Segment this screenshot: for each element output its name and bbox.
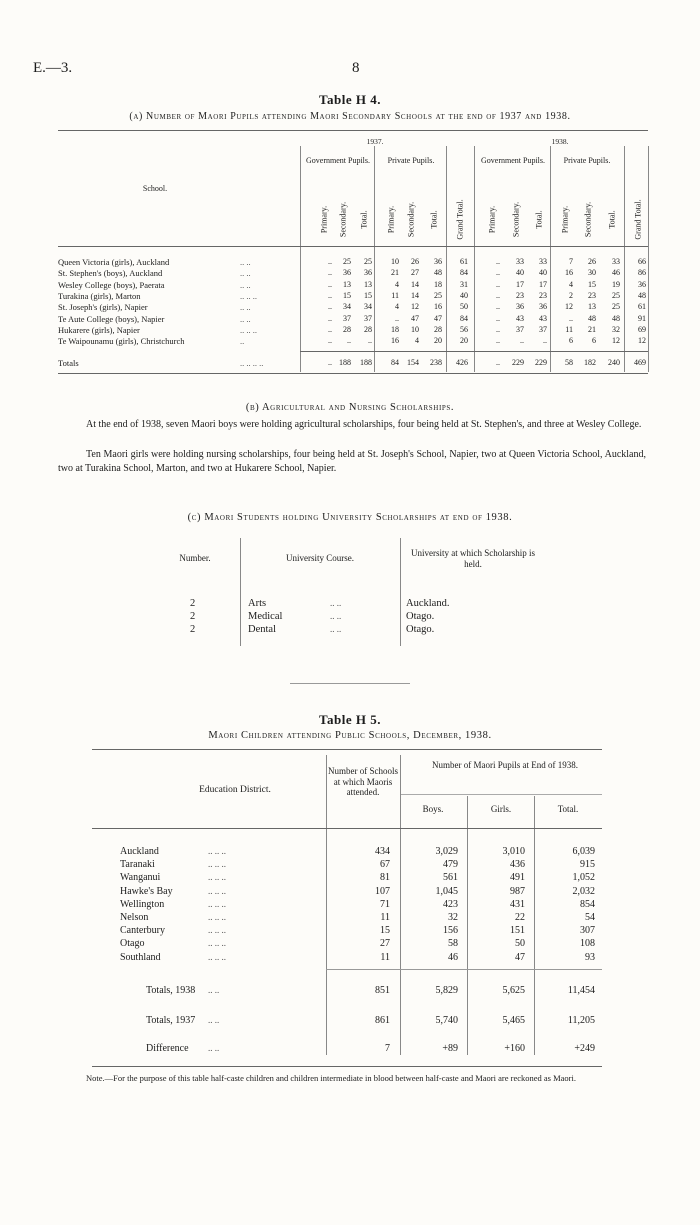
leader-dots: .. .. .. bbox=[208, 846, 226, 856]
h4-cell: 25 bbox=[434, 290, 442, 300]
h5-cell: 107 bbox=[375, 885, 390, 897]
h4-cell: 37 bbox=[516, 324, 524, 334]
h5-cell: 2,032 bbox=[572, 885, 595, 897]
leader-dots: .. .. bbox=[240, 313, 251, 324]
h4-cell: 34 bbox=[364, 302, 372, 312]
h4-cell: 13 bbox=[588, 302, 596, 312]
h4-cell: 6 bbox=[569, 336, 573, 346]
h5-total-header: Total. bbox=[557, 804, 579, 814]
c-university: Otago. bbox=[406, 611, 435, 622]
h5-girls-header: Girls. bbox=[490, 804, 512, 814]
h4-school-name: Wesley College (boys), Paerata bbox=[58, 279, 165, 290]
h4-cell: 40 bbox=[516, 268, 524, 278]
h4-cell: 188 bbox=[339, 358, 351, 367]
h4-cell: 47 bbox=[434, 313, 442, 323]
h5-cell: 11 bbox=[380, 912, 390, 923]
h4-cell: 40 bbox=[539, 268, 547, 278]
h4-cell: .. bbox=[347, 336, 351, 346]
h5-cell: 6,039 bbox=[572, 846, 595, 857]
h5-district-name: Hawke's Bay bbox=[120, 885, 173, 897]
h4-cell: 426 bbox=[456, 358, 468, 367]
h4-cell: 43 bbox=[539, 313, 547, 323]
h4-cell: 48 bbox=[638, 290, 646, 300]
c-header-university: University at which Scholarship is held. bbox=[411, 548, 535, 569]
h5-cell: 434 bbox=[375, 846, 390, 857]
h4-cell: 7 bbox=[569, 257, 573, 266]
leader-dots: .. .. .. bbox=[208, 925, 226, 936]
h4-cell: 48 bbox=[434, 268, 442, 278]
h4-cell: 58 bbox=[565, 358, 573, 367]
h4-cell: 26 bbox=[588, 257, 596, 266]
h5-district-name: Nelson bbox=[120, 912, 149, 923]
h4-cell: 16 bbox=[565, 268, 573, 278]
h5-cell: 3,029 bbox=[435, 846, 458, 857]
h4-cell: 17 bbox=[516, 279, 524, 289]
leader-dots: .. .. .. bbox=[240, 290, 257, 301]
h4-cell: .. bbox=[520, 336, 524, 346]
leader-dots: .. bbox=[240, 336, 245, 347]
h4-cell: .. bbox=[496, 324, 500, 334]
h5-cell: 479 bbox=[443, 859, 458, 871]
h5-cell: 861 bbox=[375, 1015, 390, 1026]
section-b-paragraph-1: At the end of 1938, seven Maori boys were holding agricultural scholarships, four being held at St. Stephen's, and three at Wesley College. bbox=[86, 419, 642, 430]
leader-dots: .. .. bbox=[240, 302, 251, 313]
h4-cell: 37 bbox=[364, 313, 372, 323]
h5-cell: 46 bbox=[448, 951, 458, 963]
leader-dots: .. .. bbox=[330, 598, 342, 608]
h5-cell: 71 bbox=[380, 898, 390, 910]
h4-column-header: Grand Total. bbox=[455, 199, 465, 240]
h4-cell: 10 bbox=[391, 257, 399, 266]
h4-cell: 48 bbox=[588, 313, 596, 323]
leader-dots: .. .. .. bbox=[240, 324, 257, 335]
h5-cell: 1,045 bbox=[435, 885, 458, 897]
h4-cell: 4 bbox=[395, 302, 399, 312]
h4-column-header: Secondary. bbox=[511, 201, 521, 238]
table-h5-caption: Maori Children attending Public Schools, December, 1938. bbox=[208, 730, 492, 741]
h4-column-header: Secondary. bbox=[406, 201, 416, 238]
h4-cell: 15 bbox=[588, 279, 596, 289]
leader-dots: .. .. .. bbox=[208, 938, 226, 949]
h4-cell: .. bbox=[496, 302, 500, 312]
h4-group-header: Government Pupils. bbox=[481, 156, 545, 165]
h4-cell: 37 bbox=[539, 324, 547, 334]
h5-district-name: Totals, 1938 bbox=[146, 985, 196, 996]
h4-cell: 15 bbox=[364, 290, 372, 300]
h5-cell: 22 bbox=[515, 912, 525, 923]
h5-cell: 5,829 bbox=[435, 985, 458, 996]
h4-cell: 48 bbox=[612, 313, 620, 323]
h4-cell: 56 bbox=[460, 324, 468, 334]
c-number: 2 bbox=[190, 598, 196, 609]
leader-dots: .. .. .. bbox=[208, 885, 226, 896]
school-column-header: School. bbox=[142, 184, 168, 193]
h4-cell: 61 bbox=[460, 257, 468, 266]
h4-cell: 20 bbox=[460, 336, 468, 346]
h4-cell: 66 bbox=[638, 257, 646, 266]
h4-cell: 36 bbox=[343, 268, 351, 278]
year-1938: 1938. bbox=[551, 137, 569, 146]
h4-cell: 19 bbox=[612, 279, 620, 289]
h4-cell: 229 bbox=[512, 358, 524, 367]
h4-cell: 86 bbox=[638, 268, 646, 278]
h5-district-name: Difference bbox=[146, 1043, 189, 1054]
h4-cell: 33 bbox=[516, 257, 524, 266]
h4-cell: 31 bbox=[460, 279, 468, 289]
h4-cell: .. bbox=[496, 279, 500, 289]
h4-cell: 23 bbox=[588, 290, 596, 300]
h4-cell: 36 bbox=[539, 302, 547, 312]
leader-dots: .. .. .. bbox=[208, 898, 226, 909]
leader-dots: .. .. bbox=[240, 268, 251, 279]
h4-cell: 36 bbox=[364, 268, 372, 278]
h4-cell: 47 bbox=[411, 313, 419, 323]
h4-cell: 32 bbox=[612, 324, 620, 334]
h4-school-name: Hukarere (girls), Napier bbox=[58, 324, 140, 335]
h4-cell: 12 bbox=[411, 302, 419, 312]
h5-cell: 561 bbox=[443, 872, 458, 884]
h5-cell: 151 bbox=[510, 925, 525, 937]
h4-cell: 33 bbox=[612, 257, 620, 266]
h5-cell: 3,010 bbox=[502, 846, 525, 857]
h5-cell: 50 bbox=[515, 938, 525, 950]
h4-cell: 43 bbox=[516, 313, 524, 323]
h4-cell: 4 bbox=[415, 336, 419, 346]
c-header-course: University Course. bbox=[286, 553, 354, 563]
h5-cell: 436 bbox=[510, 859, 525, 871]
h4-group-header: Private Pupils. bbox=[387, 156, 435, 165]
h4-school-name: Turakina (girls), Marton bbox=[58, 290, 141, 301]
section-c-title: (c) Maori Students holding University Scholarships at end of 1938. bbox=[187, 512, 513, 523]
h4-cell: 34 bbox=[343, 302, 351, 312]
h4-cell: 14 bbox=[411, 279, 419, 289]
h4-cell: .. bbox=[543, 336, 547, 346]
h5-cell: +89 bbox=[442, 1043, 458, 1054]
h4-school-name: Totals bbox=[58, 358, 79, 368]
h4-cell: 23 bbox=[516, 290, 524, 300]
h4-cell: 16 bbox=[391, 336, 399, 346]
h5-cell: 854 bbox=[580, 898, 595, 910]
h4-cell: 36 bbox=[638, 279, 646, 289]
c-course: Medical bbox=[248, 611, 283, 622]
h5-district-name: Auckland bbox=[120, 846, 159, 857]
h4-column-header: Primary. bbox=[386, 205, 396, 234]
h4-cell: .. bbox=[328, 257, 332, 266]
h5-cell: 431 bbox=[510, 898, 525, 910]
leader-dots: .. .. bbox=[330, 624, 342, 634]
h4-column-header: Primary. bbox=[319, 205, 329, 234]
h4-cell: 18 bbox=[391, 324, 399, 334]
h4-cell: 2 bbox=[569, 290, 573, 300]
h4-cell: 469 bbox=[634, 358, 646, 367]
h4-cell: 46 bbox=[612, 268, 620, 278]
h4-cell: 50 bbox=[460, 302, 468, 312]
table-h5-title: Table H 5. bbox=[319, 712, 381, 727]
h4-cell: 238 bbox=[430, 358, 442, 367]
h5-cell: 851 bbox=[375, 985, 390, 996]
h4-cell: 28 bbox=[434, 324, 442, 334]
h4-column-header: Secondary. bbox=[338, 201, 348, 238]
h4-cell: 154 bbox=[407, 358, 419, 367]
table-note: Note.—For the purpose of this table half-caste children and children intermediate in blood between half-caste and Maori are reckoned as Maori. bbox=[86, 1073, 576, 1083]
h5-cell: 987 bbox=[510, 885, 525, 897]
h5-cell: 32 bbox=[448, 912, 458, 923]
h4-school-name: Te Waipounamu (girls), Christchurch bbox=[58, 336, 185, 347]
leader-dots: .. .. bbox=[208, 1043, 220, 1053]
h5-cell: 7 bbox=[385, 1043, 390, 1054]
h5-cell: 156 bbox=[443, 925, 458, 937]
c-header-number: Number. bbox=[179, 553, 211, 563]
h4-cell: 40 bbox=[460, 290, 468, 300]
leader-dots: .. .. .. bbox=[208, 872, 226, 883]
h5-district-name: Taranaki bbox=[120, 859, 155, 871]
h5-district-name: Wanganui bbox=[120, 872, 161, 884]
h5-district-name: Otago bbox=[120, 938, 145, 950]
h4-cell: 25 bbox=[343, 257, 351, 266]
h4-group-header: Government Pupils. bbox=[306, 156, 370, 165]
leader-dots: .. .. bbox=[330, 611, 342, 621]
leader-dots: .. .. bbox=[208, 1015, 220, 1025]
h5-cell: 81 bbox=[380, 872, 390, 884]
h4-column-header: Total. bbox=[359, 210, 369, 229]
section-b-paragraph-2: Ten Maori girls were holding nursing scholarships, four being held at St. Joseph's School, Napier, two at Queen Victoria School, Auckland, two at Turakina School, Marton, and two at Hukarere School, Napier. bbox=[58, 449, 646, 474]
h4-cell: .. bbox=[328, 324, 332, 334]
h4-column-header: Secondary. bbox=[583, 201, 593, 238]
h4-cell: .. bbox=[496, 358, 500, 367]
table-h4-title: Table H 4. bbox=[319, 92, 381, 107]
c-university: Otago. bbox=[406, 624, 435, 635]
h4-cell: 36 bbox=[516, 302, 524, 312]
h4-cell: 10 bbox=[411, 324, 419, 334]
h4-cell: 36 bbox=[434, 257, 442, 266]
page-reference: E.—3. bbox=[33, 60, 73, 76]
h4-cell: 20 bbox=[434, 336, 442, 346]
h4-cell: 16 bbox=[434, 302, 442, 312]
h5-pupils-header: Number of Maori Pupils at End of 1938. bbox=[432, 760, 578, 770]
h5-district-name: Southland bbox=[120, 951, 161, 963]
h4-column-header: Total. bbox=[429, 210, 439, 229]
h5-cell: 491 bbox=[510, 872, 525, 884]
h4-column-header: Primary. bbox=[560, 205, 570, 234]
h4-cell: 21 bbox=[588, 324, 596, 334]
h4-cell: .. bbox=[496, 290, 500, 300]
h4-cell: .. bbox=[496, 257, 500, 266]
h5-cell: 15 bbox=[380, 925, 390, 937]
h5-cell: 11 bbox=[380, 951, 390, 963]
c-number: 2 bbox=[190, 611, 196, 622]
c-university: Auckland. bbox=[406, 598, 450, 609]
h4-cell: 6 bbox=[592, 336, 596, 346]
h4-cell: 229 bbox=[535, 358, 547, 367]
h4-cell: 91 bbox=[638, 313, 646, 323]
h4-cell: 25 bbox=[612, 290, 620, 300]
h4-cell: .. bbox=[328, 313, 332, 323]
h4-cell: 84 bbox=[460, 268, 468, 278]
h4-cell: .. bbox=[328, 358, 332, 367]
h4-column-header: Grand Total. bbox=[633, 199, 643, 240]
h5-cell: 915 bbox=[580, 859, 595, 871]
page-number: 8 bbox=[352, 60, 360, 76]
leader-dots: .. .. .. bbox=[208, 859, 226, 870]
h4-cell: 18 bbox=[434, 279, 442, 289]
leader-dots: .. .. .. bbox=[208, 951, 226, 962]
h4-cell: 13 bbox=[364, 279, 372, 289]
h5-cell: +249 bbox=[574, 1043, 595, 1054]
h4-cell: 25 bbox=[364, 257, 372, 266]
h4-cell: 84 bbox=[391, 358, 399, 367]
h5-cell: 11,454 bbox=[567, 985, 595, 996]
h4-cell: 25 bbox=[612, 302, 620, 312]
h4-cell: .. bbox=[328, 336, 332, 346]
leader-dots: .. .. bbox=[240, 257, 251, 267]
h5-cell: 5,625 bbox=[502, 985, 525, 996]
h4-cell: 33 bbox=[539, 257, 547, 266]
h4-cell: 11 bbox=[391, 290, 399, 300]
h4-cell: .. bbox=[496, 336, 500, 346]
h5-cell: 108 bbox=[580, 938, 595, 950]
h5-cell: +160 bbox=[504, 1043, 525, 1054]
h4-cell: 4 bbox=[395, 279, 399, 289]
h4-cell: 37 bbox=[343, 313, 351, 323]
h5-district-name: Canterbury bbox=[120, 925, 165, 937]
h4-cell: 84 bbox=[460, 313, 468, 323]
h4-column-header: Primary. bbox=[487, 205, 497, 234]
h5-schools-header: Number of Schools at which Maoris attended. bbox=[328, 766, 398, 797]
h4-cell: 27 bbox=[411, 268, 419, 278]
h5-boys-header: Boys. bbox=[422, 804, 444, 814]
h4-group-header: Private Pupils. bbox=[563, 156, 611, 165]
h4-cell: .. bbox=[395, 313, 399, 323]
h4-cell: 61 bbox=[638, 302, 646, 312]
h4-cell: 12 bbox=[565, 302, 573, 312]
h4-cell: 188 bbox=[360, 358, 372, 367]
h4-cell: 21 bbox=[391, 268, 399, 278]
h4-cell: .. bbox=[328, 290, 332, 300]
h4-cell: .. bbox=[569, 313, 573, 323]
h5-cell: 54 bbox=[585, 912, 595, 923]
c-number: 2 bbox=[190, 624, 196, 635]
h4-cell: 28 bbox=[343, 324, 351, 334]
leader-dots: .. .. .. bbox=[208, 912, 226, 922]
h4-cell: 4 bbox=[569, 279, 573, 289]
h4-cell: .. bbox=[496, 313, 500, 323]
h5-cell: 27 bbox=[380, 938, 390, 950]
h5-cell: 11,205 bbox=[567, 1015, 595, 1026]
h4-cell: 30 bbox=[588, 268, 596, 278]
h4-cell: 240 bbox=[608, 358, 620, 367]
h5-cell: 1,052 bbox=[572, 872, 595, 884]
h4-cell: 17 bbox=[539, 279, 547, 289]
h4-school-name: St. Stephen's (boys), Auckland bbox=[58, 268, 163, 279]
leader-dots: .. .. .. .. bbox=[240, 358, 264, 368]
h4-cell: .. bbox=[328, 302, 332, 312]
leader-dots: .. .. bbox=[240, 279, 251, 290]
c-course: Dental bbox=[248, 624, 276, 635]
table-h4-caption: (a) Number of Maori Pupils attending Maori Secondary Schools at the end of 1937 and 1938. bbox=[129, 111, 571, 122]
section-b-title: (b) Agricultural and Nursing Scholarships. bbox=[245, 402, 455, 413]
h5-district-name: Totals, 1937 bbox=[146, 1015, 196, 1026]
h4-cell: 14 bbox=[411, 290, 419, 300]
h5-district-header: Education District. bbox=[199, 785, 271, 795]
h4-cell: 28 bbox=[364, 324, 372, 334]
h5-cell: 58 bbox=[448, 938, 458, 950]
h4-cell: 13 bbox=[343, 279, 351, 289]
c-course: Arts bbox=[248, 598, 267, 609]
h4-cell: 26 bbox=[411, 257, 419, 266]
h4-school-name: St. Joseph's (girls), Napier bbox=[58, 302, 148, 313]
h5-cell: 423 bbox=[443, 898, 458, 910]
h4-school-name: Queen Victoria (girls), Auckland bbox=[58, 257, 170, 267]
h4-column-header: Total. bbox=[534, 210, 544, 229]
year-1937: 1937. bbox=[366, 137, 384, 146]
h4-cell: 12 bbox=[638, 336, 646, 346]
h5-cell: 93 bbox=[585, 951, 595, 963]
h4-cell: 182 bbox=[584, 358, 596, 367]
h4-cell: .. bbox=[328, 279, 332, 289]
h5-cell: 67 bbox=[380, 859, 390, 871]
h4-cell: 12 bbox=[612, 336, 620, 346]
h4-cell: 69 bbox=[638, 324, 646, 334]
h5-district-name: Wellington bbox=[120, 898, 165, 910]
h5-cell: 307 bbox=[580, 925, 595, 937]
h4-column-header: Total. bbox=[607, 210, 617, 229]
h4-cell: 23 bbox=[539, 290, 547, 300]
h4-cell: .. bbox=[496, 268, 500, 278]
h4-cell: 11 bbox=[565, 324, 573, 334]
leader-dots: .. .. bbox=[208, 985, 220, 995]
h4-school-name: Te Aute College (boys), Napier bbox=[58, 313, 165, 324]
h5-cell: 5,740 bbox=[435, 1015, 458, 1026]
h5-cell: 5,465 bbox=[502, 1015, 525, 1026]
h4-cell: .. bbox=[368, 336, 372, 346]
h4-cell: .. bbox=[328, 268, 332, 278]
h5-cell: 47 bbox=[515, 951, 525, 963]
h4-cell: 15 bbox=[343, 290, 351, 300]
